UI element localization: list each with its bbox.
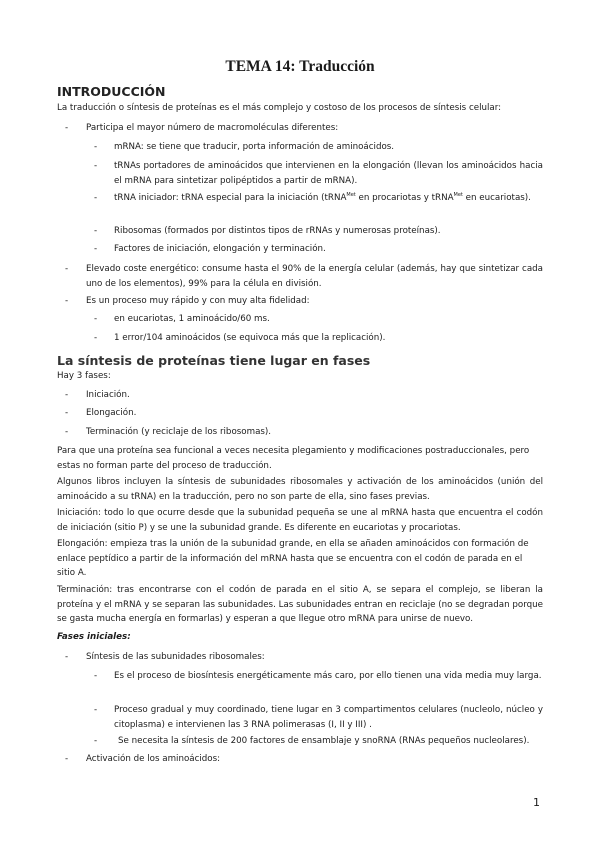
dash: - [65,652,69,662]
iniciales-bullet-2: Activación de los aminoácidos: [86,754,221,764]
sub-bullet-error: 1 error/104 aminoácidos (se equivoca más que la replicación). [114,333,386,343]
paragraph-elongacion: Elongación: empieza tras la unión de la subunidad grande, en ella se añaden aminoácidos con formación de enlace peptídico a partir de la información del mRNA hasta que se encuentra con el codón de parada en el sitio A. [57,539,529,578]
dash: - [94,705,98,715]
dash: - [94,244,98,254]
paragraph-plegamiento: Para que una proteína sea funcional a veces necesita plegamiento y modificaciones postraduccionales, pero estas no forman parte del proceso de traducción. [57,446,530,471]
dash: - [65,408,69,418]
sub-bullet-biosintesis: Es el proceso de biosíntesis energéticamente más caro, por ello tienen una vida media muy larga. [114,671,542,681]
intro-bullet-3: Es un proceso muy rápido y con muy alta fidelidad: [86,296,310,306]
dash: - [94,226,98,236]
dash: - [65,123,69,133]
intro-lead: La traducción o síntesis de proteínas es el más complejo y costoso de los procesos de síntesis celular: [57,103,502,113]
dash: - [65,754,69,764]
dash: - [94,333,98,343]
met-superscript: Met [346,192,356,199]
sub-bullet-trnas: tRNAs portadores de aminoácidos que intervienen en la elongación (llevan los aminoácidos hacia el mRNA para sintetizar polipéptidos a partir de mRNA). [114,161,543,186]
dash: - [65,427,69,437]
fase-item: Elongación. [86,408,137,418]
sub-bullet-factores-ensamblaje: Se necesita la síntesis de 200 factores de ensamblaje y snoRNA (RNAs pequeños nucleolares). [118,736,530,746]
fases-lead: Hay 3 fases: [57,371,111,381]
fase-item: Terminación (y reciclaje de los ribosomas). [86,427,272,437]
iniciales-bullet-1: Síntesis de las subunidades ribosomales: [86,652,265,662]
heading-fases-iniciales: Fases iniciales: [57,632,131,642]
section-heading-fases: La síntesis de proteínas tiene lugar en fases [57,353,371,368]
sub-bullet-factores: Factores de iniciación, elongación y terminación. [114,244,326,254]
section-heading-introduccion: INTRODUCCIÓN [57,84,166,99]
paragraph-libros: Algunos libros incluyen la síntesis de subunidades ribosomales y activación de los aminoácidos (unión del aminoácido a su tRNA) en la traducción, pero no son parte de ella, sino fases previas. [57,477,543,502]
paragraph-iniciacion: Iniciación: todo lo que ocurre desde que la subunidad pequeña se une al mRNA hasta que encuentra el codón de iniciación (sitio P) y se une la subunidad grande. Es diferente en eucariotas y procariotas. [57,508,543,533]
sub-bullet-eucariotas: en eucariotas, 1 aminoácido/60 ms. [114,314,270,324]
paragraph-terminacion: Terminación: tras encontrarse con el codón de parada en el sitio A, se separa el complejo, se liberan la proteína y el mRNA y se separan las subunidades. Las subunidades entran en reciclaje (no se degradan porque se gasta mucha energía en formarlas) y esperan a que llegue otro mRNA para unirse de nuevo. [57,585,543,624]
sub-bullet-ribosomas: Ribosomas (formados por distintos tipos de rRNAs y numerosas proteínas). [114,226,441,236]
met-superscript: Met [453,192,463,199]
dash: - [65,296,69,306]
intro-bullet-1: Participa el mayor número de macromoléculas diferentes: [86,123,339,133]
dash: - [94,671,98,681]
fase-item: Iniciación. [86,390,130,400]
intro-bullet-2: Elevado coste energético: consume hasta el 90% de la energía celular (además, hay que sintetizar cada uno de los elementos), 99% para la célula en división. [86,264,543,289]
dash: - [94,736,98,746]
sub-bullet-proceso-gradual: Proceso gradual y muy coordinado, tiene lugar en 3 compartimentos celulares (nucleolo, núcleo y citoplasma) e intervienen las 3 RNA polimerasas (I, II y III) . [114,705,543,730]
dash: - [65,264,69,274]
sub-bullet-trna-iniciador: tRNA iniciador: tRNA especial para la iniciación (tRNA$^{Met}$ en procariotas y tRNA$^{Met}$ en eucariotas). [114,192,531,203]
dash: - [94,314,98,324]
dash: - [94,161,98,171]
page-title: TEMA 14: Traducción [225,58,375,75]
sub-bullet-mrna: mRNA: se tiene que traducir, porta información de aminoácidos. [114,142,395,152]
dash: - [94,142,98,152]
dash: - [65,390,69,400]
dash: - [94,193,98,203]
page-number: 1 [533,796,540,809]
